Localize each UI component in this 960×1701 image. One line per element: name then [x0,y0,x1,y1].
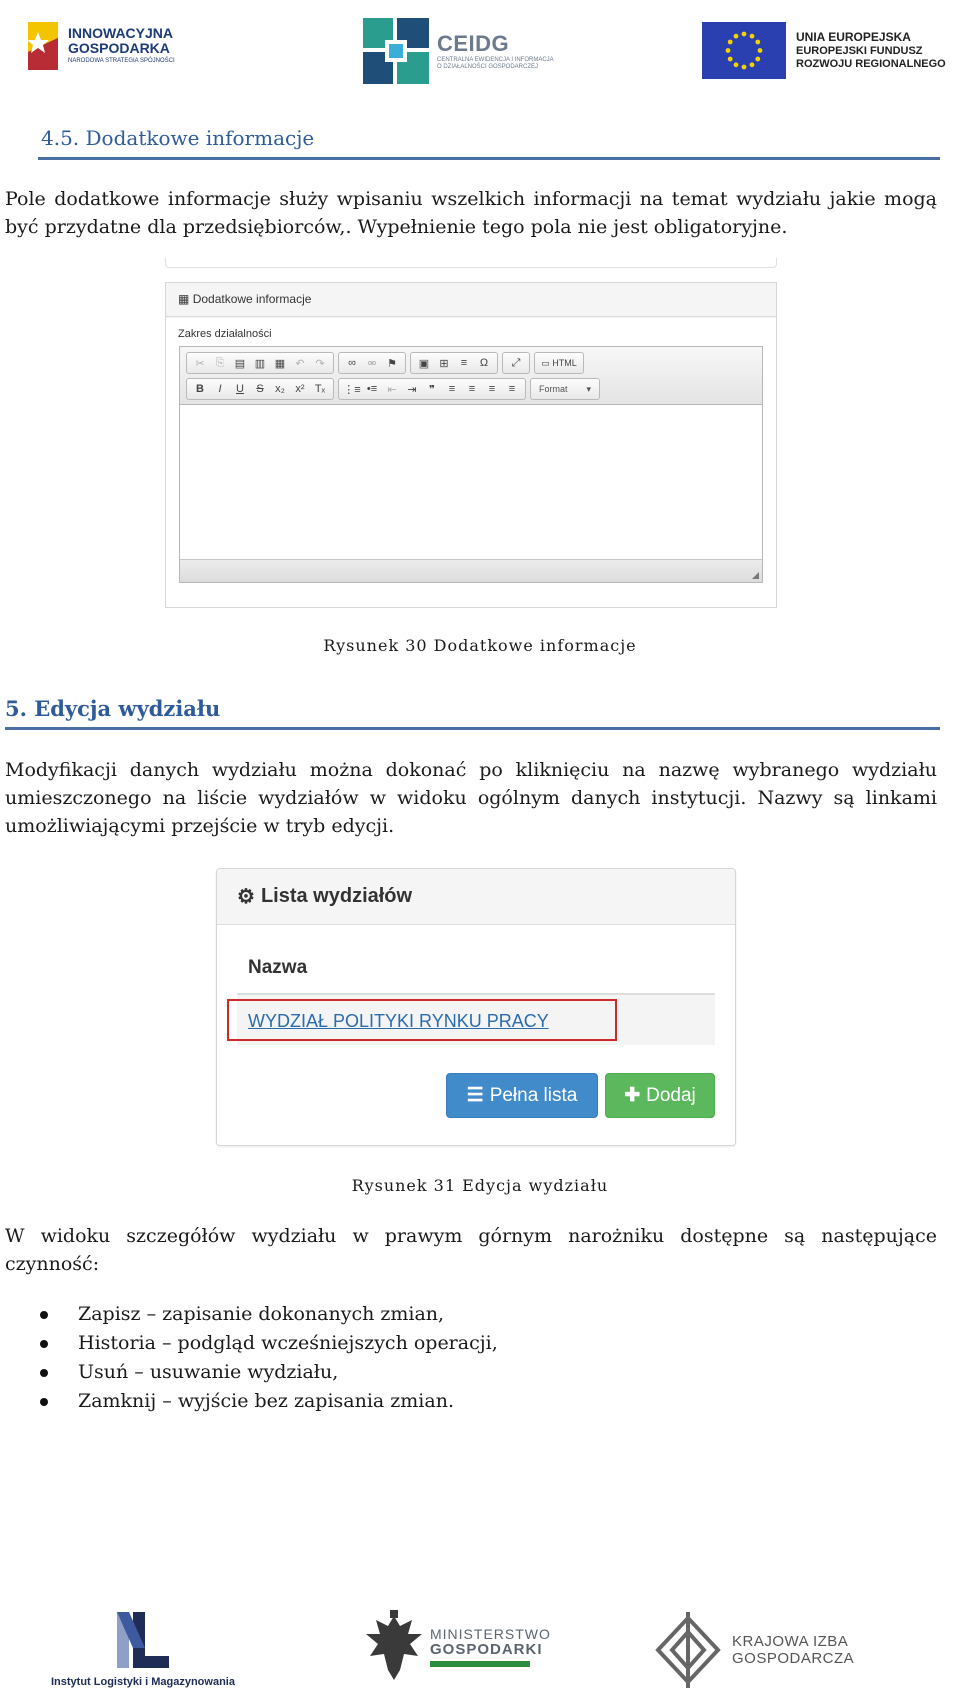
section-5-paragraph: Modyfikacji danych wydziału można dokonać po kliknięciu na nazwę wybranego wydziału umieszczonego na liście wydziałów w widoku ogólnym danych instytucji. Nazwy są linkami umożliwiającymi przejście w tryb edycji. [5,759,937,837]
innowacyjna-line2: GOSPODARKA [68,39,170,56]
superscript-icon[interactable]: x² [295,383,305,395]
bold-icon[interactable]: B [196,383,204,395]
paste-word-icon[interactable]: ▦ [274,357,286,370]
editor-statusbar [180,559,762,582]
innowacyjna-line1: INNOWACYJNA [68,25,174,42]
resize-handle-icon[interactable] [752,572,759,579]
editor-content-area[interactable] [180,405,762,560]
bulleted-list-icon[interactable]: •≡ [366,383,378,395]
ue-line2: EUROPEJSKI FUNDUSZ [796,44,923,57]
list-panel-header [217,869,735,925]
rich-text-editor[interactable] [179,346,763,583]
indent-icon[interactable]: ⇥ [407,383,417,396]
footer-logos [0,1600,960,1700]
toolbar-group-clipboard [186,352,334,374]
bullet-icon [40,1369,48,1377]
add-label: Dodaj [646,1084,696,1106]
list-item [40,1387,498,1416]
heading-rule [5,727,940,730]
panel-header [166,283,776,317]
list-item [40,1358,498,1387]
ministerstwo-line2: GOSPODARKI [430,1640,543,1658]
maximize-icon[interactable]: ⤢ [511,356,521,369]
numbered-list-icon[interactable]: ⋮≡ [343,383,361,396]
details-paragraph: W widoku szczegółów wydziału w prawym górnym narożniku dostępne są następujące czynność: [5,1225,937,1275]
add-button[interactable] [605,1073,715,1118]
blockquote-icon[interactable]: ❞ [429,383,435,396]
gear-icon: ⚙ [237,886,255,908]
green-bar [430,1661,530,1667]
full-list-label: Pełna lista [489,1084,578,1106]
undo-icon[interactable]: ↶ [295,357,305,370]
format-select-value: Format [539,384,568,394]
image-icon[interactable]: ▣ [418,357,430,370]
section-4-5-paragraph: Pole dodatkowe informacje służy wpisaniu wszelkich informacji na temat wydziału jakie mogą być przydatne dla przedsiębiorców,. Wypełnienie tego pola nie jest obligatoryjne. [5,188,937,238]
underline-icon[interactable]: U [236,383,244,395]
krajowa-izba-logo [652,1612,960,1688]
html-source-button[interactable]: ▭ HTML [541,357,577,368]
align-right-icon[interactable]: ≡ [488,383,496,395]
horizontal-line-icon[interactable]: ≡ [460,357,468,369]
department-link[interactable]: WYDZIAŁ POLITYKI RYNKU PRACY [248,1011,549,1031]
paste-icon[interactable]: ▤ [234,357,246,370]
column-header-name: Nazwa [248,957,308,978]
list-item [40,1300,498,1329]
special-char-icon[interactable]: Ω [479,357,489,369]
chevron-down-icon: ▾ [586,383,591,394]
align-center-icon[interactable]: ≡ [468,383,476,395]
ceidg-mark-icon [363,18,429,84]
outdent-icon[interactable]: ⇤ [387,383,397,396]
table-icon[interactable]: ⊞ [439,357,449,370]
align-justify-icon[interactable]: ≡ [508,383,516,395]
ue-line3: ROZWOJU REGIONALNEGO [796,57,946,70]
ministerstwo-gospodarki-logo [362,1608,551,1686]
actions-list [40,1300,498,1416]
ceidg-logo [363,18,557,84]
eu-flag-icon [702,22,786,79]
ilim-mark-icon [113,1608,173,1672]
html-label: HTML [552,358,577,368]
toolbar-group-source [534,352,584,374]
eu-logo [702,22,946,79]
field-label: Zakres działalności [178,328,272,340]
copy-icon[interactable]: ⎘ [215,356,225,369]
heading-rule [38,157,940,160]
italic-icon[interactable]: I [218,383,222,395]
format-select-box [534,379,596,399]
strike-icon[interactable]: S [256,383,264,395]
editor-toolbar [180,347,762,405]
grid-icon: ▦ [178,292,190,306]
bullet-icon [40,1311,48,1319]
full-list-button[interactable] [446,1073,598,1118]
figure-30-caption: Rysunek 30 Dodatkowe informacje [323,636,637,655]
list-item-text: Zamknij – wyjście bez zapisania zmian. [78,1390,454,1412]
align-left-icon[interactable]: ≡ [448,383,456,395]
toolbar-row-1 [186,352,584,374]
ministerstwo-line1: MINISTERSTWO [430,1626,551,1643]
subscript-icon[interactable]: x₂ [275,383,285,395]
ceidg-name: CEIDG [437,31,510,57]
format-select[interactable] [530,378,600,400]
toolbar-group-basic [186,378,334,400]
toolbar-group-links [338,352,406,374]
innowacyjna-line3: NARODOWA STRATEGIA SPÓJNOŚCI [68,57,175,64]
list-panel-title: Lista wydziałów [260,885,413,907]
kig-emblem-icon [652,1612,724,1688]
innowacyjna-mark-icon [24,18,62,72]
eagle-emblem-icon [362,1608,426,1686]
header-logos [0,12,960,92]
figure-31-panel [216,868,736,1146]
bullet-icon [40,1340,48,1348]
toolbar-group-view [502,352,530,374]
list-item [40,1329,498,1358]
ilim-logo [48,1608,238,1688]
highlight-box [227,999,617,1041]
figure-30-panel [165,282,777,608]
ceidg-subtitle: CENTRALNA EWIDENCJA I INFORMACJA O DZIAŁALNOŚCI GOSPODARCZEJ [437,57,554,70]
plus-icon: ✚ [624,1085,641,1106]
panel-body [166,318,776,607]
redo-icon[interactable]: ↷ [315,357,325,370]
link-icon[interactable]: ∞ [348,357,356,369]
remove-format-icon[interactable]: Tₓ [314,383,326,395]
figure-30-top-edge [165,258,777,268]
unlink-icon[interactable]: ⚮ [367,357,377,370]
kig-name: KRAJOWA IZBA GOSPODARCZA [732,1633,855,1667]
anchor-icon[interactable]: ⚑ [387,357,397,370]
list-icon: ☰ [466,1085,484,1106]
paste-text-icon[interactable]: ▥ [254,357,266,370]
toolbar-row-2 [186,378,600,400]
section-heading-4-5: 4.5. Dodatkowe informacje [41,126,315,150]
list-item-text: Usuń – usuwanie wydziału, [78,1361,339,1383]
ilim-name: Instytut Logistyki i Magazynowania [51,1676,235,1688]
ue-line1: UNIA EUROPEJSKA [796,30,911,45]
section-heading-5: 5. Edycja wydziału [5,696,221,721]
innowacyjna-gospodarka-logo [24,18,175,72]
list-item-text: Zapisz – zapisanie dokonanych zmian, [78,1303,445,1325]
bullet-icon [40,1398,48,1406]
toolbar-group-paragraph [338,378,526,400]
figure-31-caption: Rysunek 31 Edycja wydziału [351,1176,609,1195]
cut-icon[interactable]: ✂ [195,357,205,370]
panel-title: Dodatkowe informacje [192,292,312,306]
toolbar-group-insert [410,352,498,374]
list-item-text: Historia – podgląd wcześniejszych operacji, [78,1332,498,1354]
